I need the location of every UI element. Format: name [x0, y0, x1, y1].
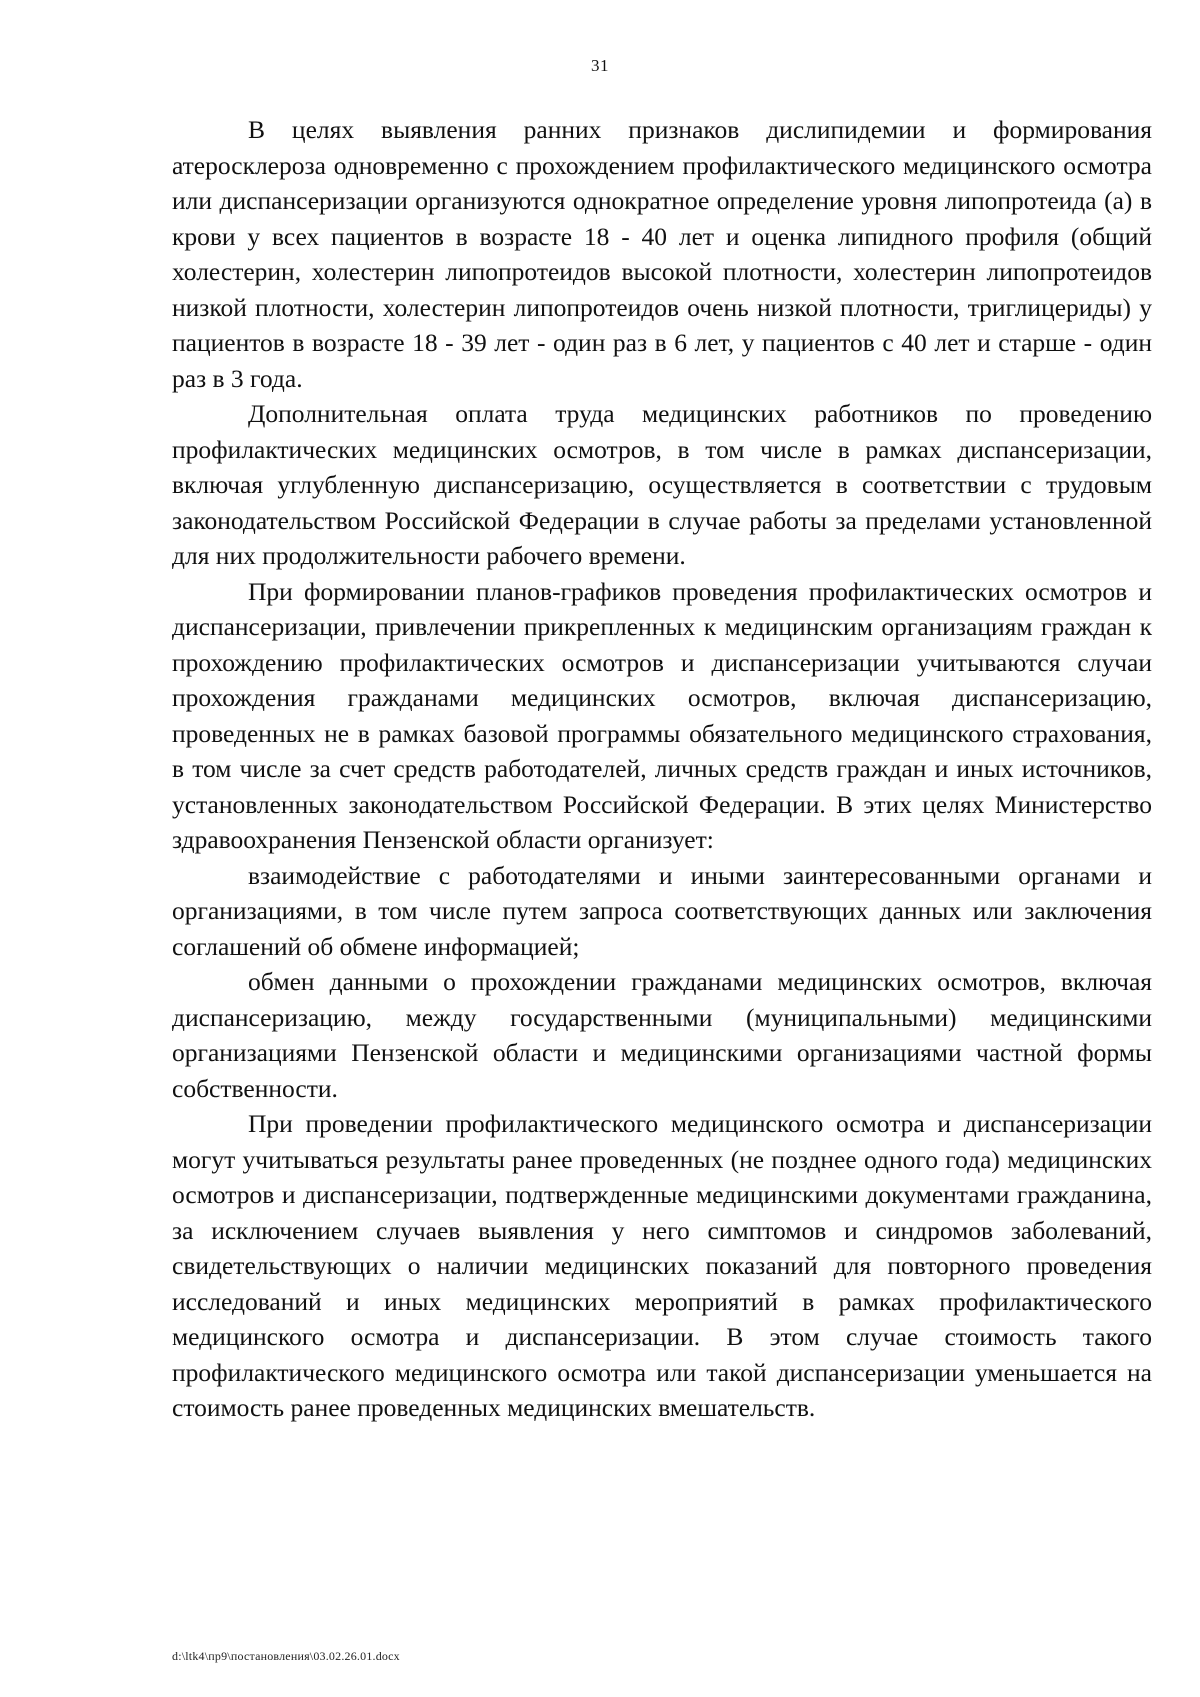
page-number: 31 — [591, 56, 609, 75]
paragraph-data-exchange: обмен данными о прохождении гражданами медицинских осмотров, включая диспансеризацию, между государственными (муниципальными) медицинскими организациями Пензенской области и медицинскими организациями частной формы собственности. — [172, 967, 1152, 1103]
document-body — [172, 112, 1152, 1426]
paragraph-additional-payment: Дополнительная оплата труда медицинских работников по проведению профилактических медицинских осмотров, в том числе в рамках диспансеризации, включая углубленную диспансеризацию, осуществляется в соответствии с трудовым законодательством Российской Федерации в случае работы за пределами установленной для них продолжительности рабочего времени. — [172, 399, 1152, 570]
paragraph-schedule-planning: При формировании планов-графиков проведения профилактических осмотров и диспансеризации, привлечении прикрепленных к медицинским организациям граждан к прохождению профилактических осмотров и диспансеризации учитываются случаи прохождения гражданами медицинских осмотров, включая диспансеризацию, проведенных не в рамках базовой программы обязательного медицинского страхования, в том числе за счет средств работодателей, личных средств граждан и иных источников, установленных законодательством Российской Федерации. В этих целях Министерство здравоохранения Пензенской области организует: — [172, 576, 1152, 854]
paragraph-employer-interaction: взаимодействие с работодателями и иными заинтересованными органами и организациями, в том числе путем запроса соответствующих данных или заключения соглашений об обмене информацией; — [172, 860, 1152, 961]
paragraph-previous-results: При проведении профилактического медицинского осмотра и диспансеризации могут учитываться результаты ранее проведенных (не позднее одного года) медицинских осмотров и диспансеризации, подтвержденные медицинскими документами гражданина, за исключением случаев выявления у него симптомов и синдромов заболеваний, свидетельствующих о наличии медицинских показаний для повторного проведения исследований и иных медицинских мероприятий в рамках профилактического медицинского осмотра и диспансеризации. В этом случае стоимость такого профилактического медицинского осмотра или такой диспансеризации уменьшается на стоимость ранее проведенных медицинских вмешательств. — [172, 1109, 1152, 1422]
paragraph-dyslipidemia-screening: В целях выявления ранних признаков дислипидемии и формирования атеросклероза одновременно с прохождением профилактического медицинского осмотра или диспансеризации организуются однократное определение уровня липопротеида (а) в крови у всех пациентов в возрасте 18 - 40 лет и оценка липидного профиля (общий холестерин, холестерин липопротеидов высокой плотности, холестерин липопротеидов низкой плотности, холестерин липопротеидов очень низкой плотности, триглицериды) у пациентов в возрасте 18 - 39 лет - один раз в 6 лет, у пациентов с 40 лет и старше - один раз в 3 года. — [172, 115, 1152, 393]
footer-file-path: d:\ltk4\пр9\постановления\03.02.26.01.docx — [172, 1649, 400, 1663]
